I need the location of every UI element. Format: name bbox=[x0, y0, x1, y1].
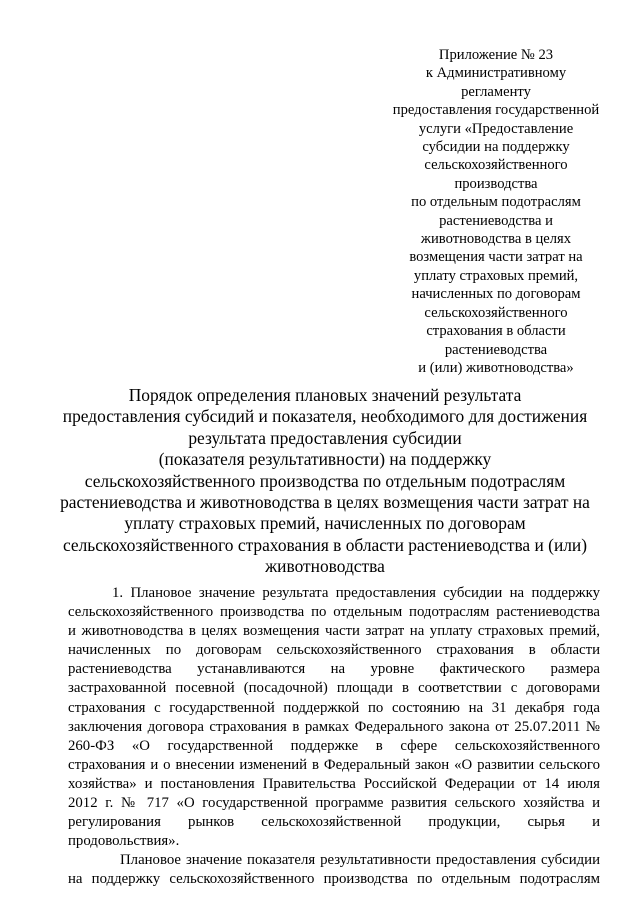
paragraph-1 bbox=[68, 584, 600, 851]
paragraph-line: и животноводства в целях возмещения части затрат на уплату страховых премий, bbox=[68, 623, 600, 640]
annex-line: субсидии на поддержку bbox=[422, 139, 570, 156]
annex-line: предоставления государственной bbox=[392, 102, 600, 119]
paragraph-line: застрахованной посевной (посадочной) площади в соответствии с договорами bbox=[68, 680, 600, 697]
paragraph-line: страхования с государственной поддержкой по состоянию на 31 декабря года bbox=[68, 699, 600, 716]
annex-line: производства bbox=[454, 175, 538, 192]
paragraph-2 bbox=[68, 851, 600, 889]
paragraph-line: 1. Плановое значение результата предоставления субсидии на поддержку bbox=[112, 585, 600, 601]
annex-line: животноводства в целях bbox=[420, 231, 572, 248]
title-line: предоставления субсидий и показателя, необходимого для достижения bbox=[62, 406, 588, 427]
paragraph-line: сельскохозяйственного производства по отдельным подотраслям растениеводства bbox=[68, 604, 600, 621]
paragraph-line: продовольствия». bbox=[68, 833, 180, 850]
annex-line: страхования в области bbox=[426, 323, 566, 340]
annex-header bbox=[360, 46, 632, 377]
annex-line: начисленных по договорам bbox=[411, 286, 581, 303]
paragraph-line: регулирования рынков сельскохозяйственной продукции, сырья и bbox=[68, 814, 600, 831]
annex-line: возмещения части затрат на bbox=[409, 249, 583, 266]
paragraph-line: Плановое значение показателя результативности предоставления субсидии bbox=[120, 852, 600, 869]
paragraph-line: хозяйства» и постановления Правительства Российской Федерации от 14 июля bbox=[68, 775, 600, 792]
document-title bbox=[40, 385, 610, 578]
annex-line: растениеводства bbox=[444, 341, 548, 358]
annex-line: сельскохозяйственного bbox=[424, 304, 568, 321]
annex-line: и (или) животноводства» bbox=[418, 359, 574, 376]
document-body bbox=[68, 584, 600, 890]
annex-line: к Административному bbox=[425, 65, 567, 82]
paragraph-line: страхования и о внесении изменений в Федеральный закон «О развитии сельского bbox=[68, 756, 600, 773]
title-line: сельскохозяйственного производства по отдельным подотраслям bbox=[84, 470, 566, 491]
title-line: (показателя результативности) на поддержку bbox=[158, 449, 492, 470]
annex-line: Приложение № 23 bbox=[438, 47, 554, 63]
paragraph-line: 2012 г. № 717 «О государственной программе развития сельского хозяйства и bbox=[68, 795, 600, 812]
title-line: результата предоставления субсидии bbox=[188, 427, 462, 448]
title-line: сельскохозяйственного страхования в области растениеводства и (или) bbox=[62, 534, 588, 555]
annex-line: регламенту bbox=[461, 83, 531, 100]
paragraph-line: растениеводства устанавливаются на уровне фактического размера bbox=[68, 661, 600, 678]
annex-line: растениеводства и bbox=[439, 212, 553, 229]
paragraph-line: заключения договора страхования в рамках Федерального закона от 25.07.2011 № bbox=[68, 718, 600, 735]
paragraph-line: 260-ФЗ «О государственной поддержке в сфере сельскохозяйственного bbox=[68, 737, 600, 754]
paragraph-line: начисленных по договорам сельскохозяйственного страхования в области bbox=[68, 642, 600, 659]
title-line: животноводства bbox=[265, 556, 385, 577]
annex-line: уплату страховых премий, bbox=[413, 267, 579, 284]
annex-line: сельскохозяйственного bbox=[424, 157, 568, 174]
title-line: Порядок определения плановых значений результата bbox=[128, 385, 522, 405]
title-line: уплату страховых премий, начисленных по договорам bbox=[124, 513, 526, 534]
annex-line: услуги «Предоставление bbox=[418, 120, 574, 137]
paragraph-line: на поддержку сельскохозяйственного производства по отдельным подотраслям bbox=[68, 871, 600, 888]
annex-line: по отдельным подотраслям bbox=[411, 194, 581, 211]
title-line: растениеводства и животноводства в целях возмещения части затрат на bbox=[60, 492, 590, 513]
